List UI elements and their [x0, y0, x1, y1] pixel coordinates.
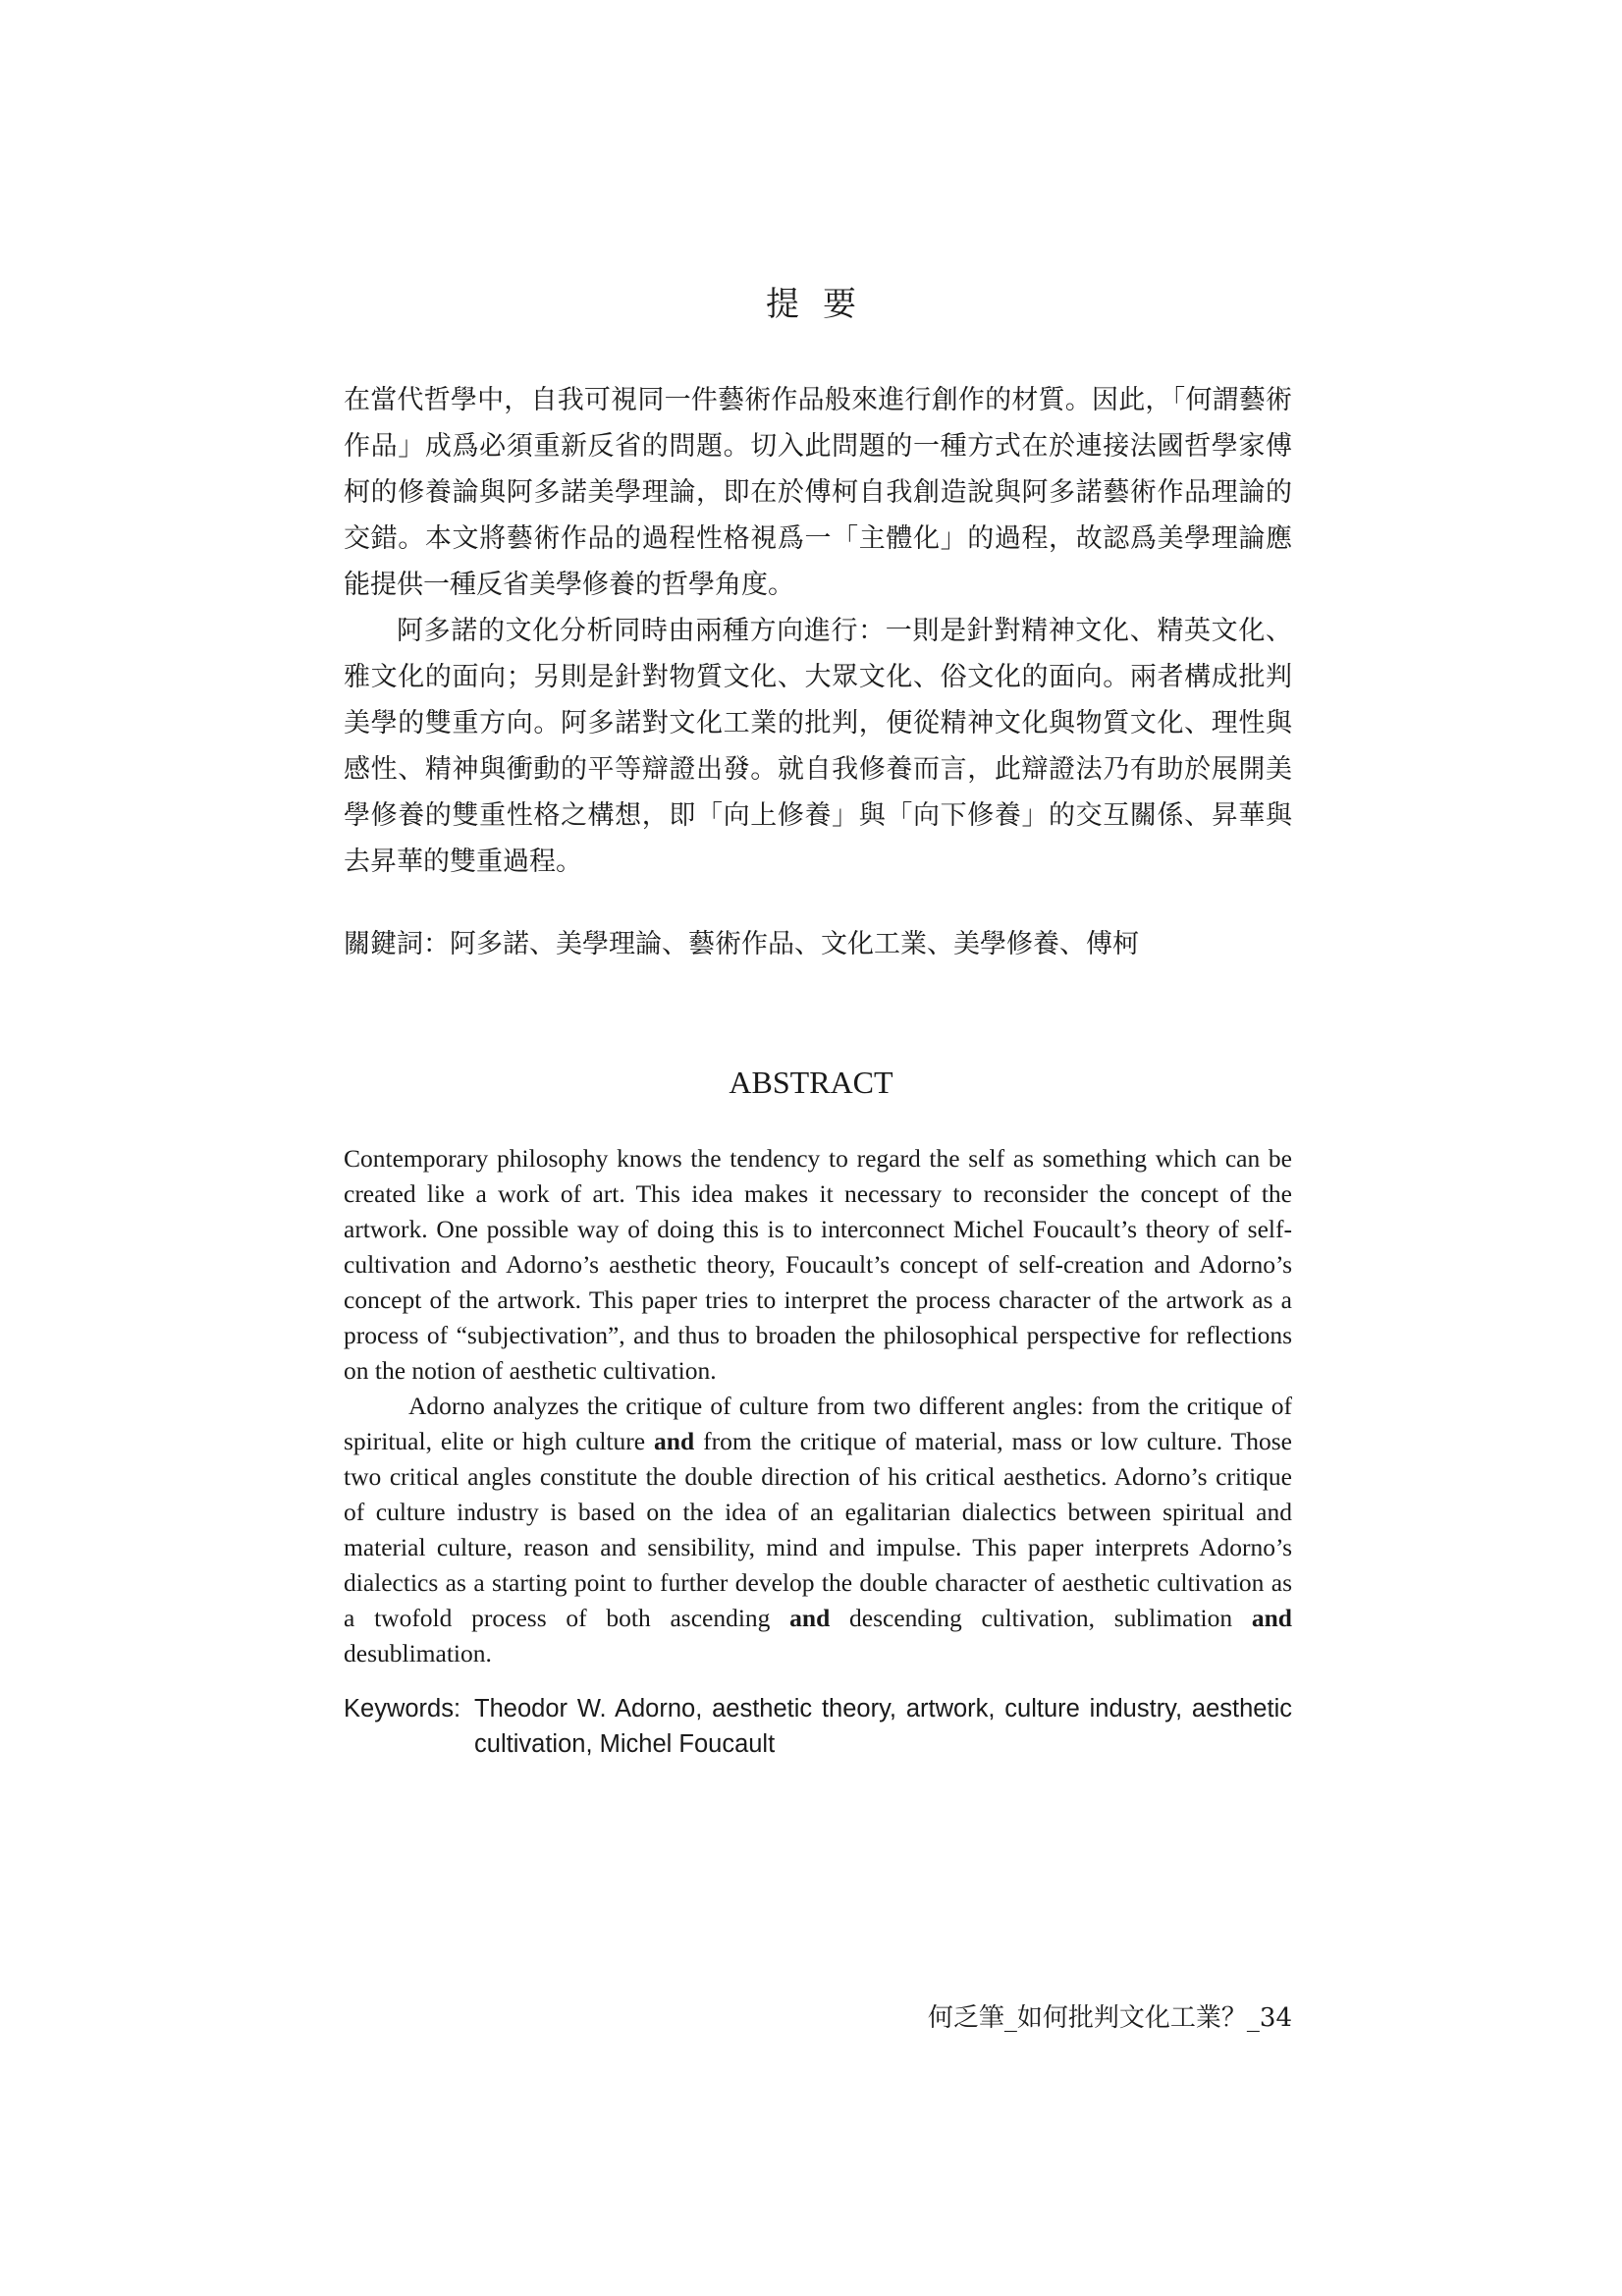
chinese-keywords	[344, 921, 1292, 967]
chinese-abstract-body	[344, 377, 1292, 885]
chinese-keywords-label: 關鍵詞：	[344, 929, 450, 959]
english-keywords	[344, 1691, 1292, 1762]
english-keywords-label: Keywords:	[344, 1695, 461, 1722]
english-paragraph-2-part-4: desublimation.	[344, 1639, 492, 1667]
chinese-abstract-title: 提要	[766, 285, 880, 324]
english-paragraph-2-part-1: Adorno analyzes the critique of culture from two different angles: from the critique of spiritual, elite or high culture	[344, 1392, 1292, 1455]
english-paragraph-2	[344, 1389, 1292, 1671]
english-abstract-body	[344, 1141, 1292, 1671]
emphasis-and-3: and	[1251, 1604, 1292, 1632]
emphasis-and-1: and	[654, 1427, 695, 1455]
chinese-paragraph-1: 在當代哲學中，自我可視同一件藝術作品般來進行創作的材質。因此，「何謂藝術作品」成爲必須重新反省的問題。切入此問題的一種方式在於連接法國哲學家傅柯的修養論與阿多諾美學理論，即在於傅柯自我創造說與阿多諾藝術作品理論的交錯。本文將藝術作品的過程性格視爲一「主體化」的過程，故認爲美學理論應能提供一種反省美學修養的哲學角度。	[344, 385, 1292, 600]
english-paragraph-2-part-3: descending cultivation, sublimation	[830, 1604, 1252, 1632]
chinese-keywords-list: 阿多諾、美學理論、藝術作品、文化工業、美學修養、傅柯	[450, 929, 1139, 959]
emphasis-and-2: and	[789, 1604, 831, 1632]
english-abstract-title: ABSTRACT	[729, 1065, 893, 1100]
english-paragraph-1: Contemporary philosophy knows the tendency to regard the self as something which can be created like a work of art. This idea makes it necessary to reconsider the concept of the artwork. One possible way of doing this is to interconnect Michel Foucault’s theory of self-cultivation and Adorno’s aesthetic theory, Foucault’s concept of self-creation and Adorno’s concept of the artwork. This paper tries to interpret the process character of the artwork as a process of “subjectivation”, and thus to broaden the philosophical perspective for reflections on the notion of aesthetic cultivation.	[344, 1144, 1292, 1385]
english-paragraph-2-part-2: from the critique of material, mass or low culture. Those two critical angles constitute the double direction of his critical aesthetics. Adorno’s critique of culture industry is based on the idea of an egalitarian dialectics between spiritual and material culture, reason and sensibility, mind and impulse. This paper interprets Adorno’s dialectics as a starting point to further develop the double character of aesthetic cultivation as a twofold process of both ascending	[344, 1427, 1293, 1632]
chinese-paragraph-2: 阿多諾的文化分析同時由兩種方向進行：一則是針對精神文化、精英文化、雅文化的面向；另則是針對物質文化、大眾文化、俗文化的面向。兩者構成批判美學的雙重方向。阿多諾對文化工業的批判，便從精神文化與物質文化、理性與感性、精神與衝動的平等辯證出發。就自我修養而言，此辯證法乃有助於展開美學修養的雙重性格之構想，即「向上修養」與「向下修養」的交互關係、昇華與去昇華的雙重過程。	[344, 616, 1292, 877]
english-keywords-list: Theodor W. Adorno, aesthetic theory, artwork, culture industry, aesthetic cultivation, Michel Foucault	[474, 1695, 1292, 1758]
running-head-page-number: 何乏筆_如何批判文化工業？_34	[927, 2003, 1292, 2033]
